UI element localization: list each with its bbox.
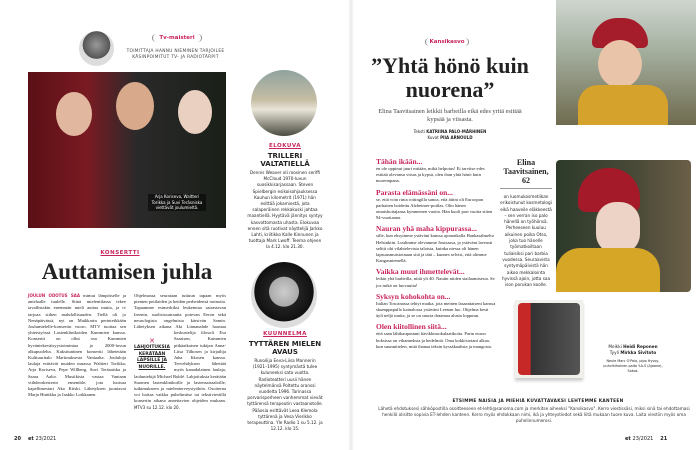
call-heading: ETSIMME NAISIA JA MIEHIÄ KUVATTAVAKSI LEHTEMME KANTEEN <box>452 399 624 404</box>
profile-name: Elina Taavitsainen, 62 <box>500 158 552 189</box>
author-avatar <box>79 31 114 66</box>
cover-photo-main <box>556 160 691 292</box>
qa-item: Olen kiitollinen siitä... että saan lähikaupastani hävikkiruokalaatikoita. Parin euron boksissa on vihanneksia ja hedelmiä. Oma kokkisiotani alkaa, kun suunnittelen, mitä ihanaa teksin kyssäkaalista ja mangosta. <box>376 322 492 349</box>
photo-caption: Arja Koriseva, Waltteri Torikka ja Suvi Teräsniska viettävät joulumieltä. <box>148 194 206 211</box>
radio-photo <box>251 262 317 328</box>
concert-label: KONSERTTI <box>100 250 140 256</box>
section-label: Tv-maisteri <box>152 34 202 42</box>
qa-item: Syksyn kohokohta on... Italian Toscanassa tehtyt matka, jota meinen lasaantaiseni kanssa skumppapullo kainalossa ystäväni Leenan luo. Ohjelma kesti äyli neljä tuntia, ja se on suurta draamaa alusta loppuun. <box>376 291 496 319</box>
style-credits: Meikki Heidi Reponen Tyyli Mirkka Sivitoto Neule Marc O'Polo, pipo Hyvoy, puhvihihainen paita Y.A.S (Ajaane), Sokos. <box>603 344 663 373</box>
concert-col2: ✕ LAHJOITUKSIA KERÄTÄÄN LAPSILLE JA NUORILLE. Ohjelmassa seurataan tuttuun tapaan myös pienten potilaiden ja heidän perheidensä tarinoita. Tapaamme esimerkiksi leukemiaa sairastavan Ireenin, suolistosairautta potevan Eeron sekä neurologista ongelmista kärsivän Samin. Lähetyksen aikana Aki Linnanahde haastaa keskustelija filosofi Esa Saarisen, Kummien pitkäaikaisen tukijan Anna-Liisa Tilhosen ja kirjailija Juha Itkosen kanssa. Tervehdyksen lähettää myös kanadalainen laulaja, lauluntekijä Michael Bublé. Lahjoituksia kerätään Suomen lastenklinikoille ja lastensairaaloille, tutkimukseen ja mielenterveystyöhön. Osoiterna voi hoitaa vaikka puhelimitse tai tekstiviestillä konsertin aikana annettavien ohjeiden mukaan. MTV3 su 12.12. klo 20. <box>134 293 226 410</box>
pull-quote: LAHJOITUKSIA KERÄTÄÄN LAPSILLE JA NUORILLE. <box>134 345 170 370</box>
movie-text: Dennis Weaver oli roosinen seriffi McCloud 1970-luvun suosikkisarjassaan. Steven Spielbergin esikoisohjauksessa Kauhun kilometrit (1971) hän esittää jokamiestä, jota salaperäinen rekkakuski jahtaa maantiellä. Hyytävä jännitys syntyy kasvottomasta uhasta. Elokuvaa ennen sitä ruotivat näyttelijä Jarkko Lahti, kriitikko Kalle Kinnunen ja tuottaja Mark Lwoff. Teema ohjeen la 4.12. klo 21.30. <box>247 170 323 250</box>
movie-label: ELOKUVA <box>268 143 301 149</box>
radio-label: KUUNNELMA <box>263 331 307 337</box>
qa-item: Vaikka muut ihmettelevät... leikin yhä barbeilla, niitä yli 40. Nautin niiden stailaamisesta. Se jos mikä on luovuutta! <box>376 267 495 288</box>
credits: Teksti KATRIINA PALO-MÄRHINEN Kuvat PIIA ARNOULD <box>413 129 487 140</box>
page-gutter <box>348 0 354 450</box>
qa-item: Parasta elämässäni on... se, että voin rinta rottingilla sanoa, että äitini oli Euroopan parhaiten hoidettu Alzheimer-potilas. Olin hänen omaishoitajansa kymmenen vuotta. Hän kuoli pari vuotta sitten 94-vuotiaana. <box>376 187 493 221</box>
article-title: ”Yhtä hönö kuin nuorena” <box>371 53 529 102</box>
radio-text: Runoilija Eeva-Liisa Mannerin (1921–1995) syntymästä tulee kuluneeksi sata vuotta. Radioteatteri uusii hänen näytelmänsä Poltettu oranssi vuodelta 1996. Tarinassa porvarisperheen vanhemmat vievät tyttärensä terapeutin vastaanotolle. Pääosia esittävät Leea Klemola tyttärenä ja Vesa Vierikko terapeuttina. Yle Radio 1 su 5.12. ja 12.12. klo 15. <box>247 358 323 432</box>
concert-photo <box>28 72 226 228</box>
article-subtitle: Elina Taavitsainen leikkii barbeilla eikä edes yritä esittää kypsää ja viisasta. <box>378 108 522 123</box>
footer-right: et 23/2021 21 <box>625 436 668 442</box>
qa-item: Nauran yhä maha kippurassa... sille, kun eksyimme ystäväni kanssa ajomatkalla Hankasalmelta Helsinkiin. Luulimme olevamme Joutsassa, ja ystäväni laveasti selitti ohi vilahtelevista taloista, kuinka niessa oli hänen lapsuusmuistoinaan sitä ja tätä – kunnes selvisi, että olimme Kangasniemellä. <box>376 224 494 264</box>
section-label-kansikasvo: Kansikasvo <box>425 38 469 46</box>
qa-item: Tähän ikään... en ole oppinut juuri mitään, mikä helpotus! Ei tarvitse edes esittää olevansa viisas ja kypsä, olen ihan yhtä hönö kuin nuorempana. <box>376 157 485 184</box>
footer-left: 20 et 23/2021 <box>14 436 57 442</box>
pull-quote-box <box>134 337 170 371</box>
concert-col1: JOULUN ODOTUS SAA mimut lämpöiselle ja antelaalle tuulelle. Siinä mielentilassa tekee tavallistakin enemmän mieli auttaa muita, ja tv tarjoaa siihen mahdollisuuden. Tiellä oli jo Nenäpäivässä, nyt on Maikkarin perinteikkään Joulumielelle-konsertin vuoro. MTV tuottaa sen yhteistyössä Lastenklinikoiden Kummien kanssa. Konsertti on ollut osa Kummien hyväntekeväisyystoimintaa jo 2000-luvun alkupuolelta. Kaksituntinen konsertti lähetetään Kulttuuritalo Martinuksesta Vantaalta. Joululoja laulaja esittävät muiden muassa Waltteri Torikka, Arja Koriseva, Pepe Willberg, Suvi Teräsniska ja Saara Aalto. Musiikista vastaa Vantaan viihdeorkesterin ensemble, jota luotsaa kapellimestari Ako Kiiski. Lähetyksen juontavat Marja Hintikka ja Jaakko Loikkanen. <box>28 293 126 398</box>
radio-title: TYTTÄREN MIELEN AVAUS <box>248 340 322 356</box>
section-subtitle: TOIMITTAJA HANNU NIEMINEN TARJOILEE KÄSINPOIMITUT TV- JA RADIOTÄRPIT <box>126 49 225 60</box>
profile-text: on luomukosmetiikan erikoistunut kosmetologi eikä haaveile eläkkeestä – sen verran iso palo hänellä on työhönsä. Perheeseen kuuluu aikuinen poika Otso, joka tuo hänelle työmatkoiltaan tuliaisiksi pari barbia vuodessa. Seuraavista syntymäpäivistä hän aikoo mekkalointa hyvissä ajoin, jotta saa ison porukan koolle. <box>500 194 552 288</box>
movie-photo <box>251 70 317 136</box>
qa-list <box>376 154 496 350</box>
call-text: Lähetä ehdotuksesi sähköpostilla osoitteeseen et-lehti@sanoma.com ja merkitse aiheeksi "Kansikasvo". Kerro viestissäsi, miksi sinä tai ehdottamasi henkilö olisitte sopivia ET-lehden kanteen. Kerro myös ehdokkaan nimi, ikä ja yhteystiedot sekä liitä mukaan tuore kuva. Laita viestiin myös oma puhelinnumerosi. <box>378 406 690 424</box>
small-photo <box>515 300 583 378</box>
cover-photo-top <box>556 0 696 125</box>
close-mark-icon: ✕ <box>149 337 155 345</box>
movie-title: TRILLERI VALTATIELLÄ <box>260 152 310 168</box>
concert-title: Auttamisen juhla <box>41 259 213 284</box>
